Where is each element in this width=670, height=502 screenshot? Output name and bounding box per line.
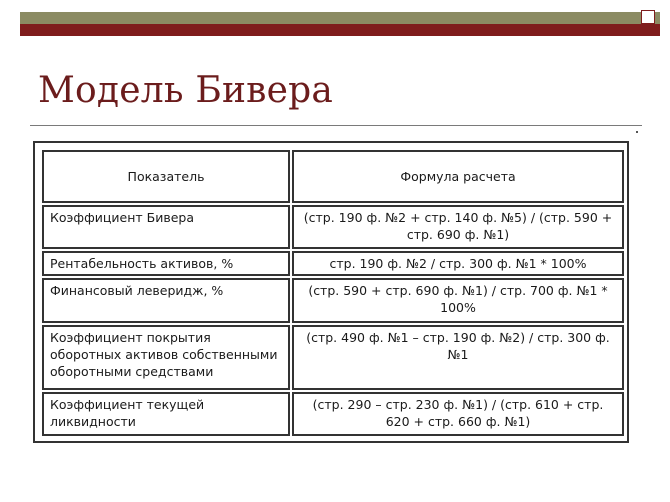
formula-text: (стр. 490 ф. №1 – стр. 190 ф. №2) / стр. 300 ф. №1 bbox=[306, 330, 610, 362]
formula-text: стр. 190 ф. №2 / стр. 300 ф. №1 * 100% bbox=[329, 256, 587, 271]
formula-text: (стр. 590 + стр. 690 ф. №1) / стр. 700 ф. №1 * 100% bbox=[308, 283, 608, 315]
table-row-formula bbox=[292, 278, 624, 323]
decorative-dot bbox=[636, 131, 638, 133]
formula-text: (стр. 290 – стр. 230 ф. №1) / (стр. 610 + стр. 620 + стр. 660 ф. №1) bbox=[312, 397, 604, 429]
table-row-indicator bbox=[42, 325, 290, 390]
table-row-formula bbox=[292, 205, 624, 249]
header-cell-formula bbox=[292, 150, 624, 203]
table-row-formula bbox=[292, 392, 624, 436]
indicator-text: Коэффициент текущей ликвидности bbox=[50, 397, 205, 429]
header-indicator-label: Показатель bbox=[127, 169, 205, 184]
header-bar-olive bbox=[20, 12, 660, 24]
header-square-icon bbox=[641, 10, 655, 24]
table-row-formula bbox=[292, 251, 624, 276]
table-row-indicator bbox=[42, 205, 290, 249]
header-formula-label: Формула расчета bbox=[400, 169, 516, 184]
indicator-text: Рентабельность активов, % bbox=[50, 256, 234, 271]
indicator-text: Коэффициент Бивера bbox=[50, 210, 194, 225]
table-row-formula bbox=[292, 325, 624, 390]
formula-text: (стр. 190 ф. №2 + стр. 140 ф. №5) / (стр. 590 + стр. 690 ф. №1) bbox=[303, 210, 613, 242]
header-cell-indicator bbox=[42, 150, 290, 203]
slide-title: Модель Бивера bbox=[38, 70, 334, 111]
header-bar-red bbox=[20, 24, 660, 36]
table-row-indicator bbox=[42, 278, 290, 323]
title-divider bbox=[30, 125, 642, 126]
indicator-text: Коэффициент покрытия оборотных активов собственными оборотными средствами bbox=[50, 330, 278, 379]
formula-table bbox=[33, 141, 629, 443]
table-row-indicator bbox=[42, 251, 290, 276]
table-row-indicator bbox=[42, 392, 290, 436]
indicator-text: Финансовый леверидж, % bbox=[50, 283, 224, 298]
